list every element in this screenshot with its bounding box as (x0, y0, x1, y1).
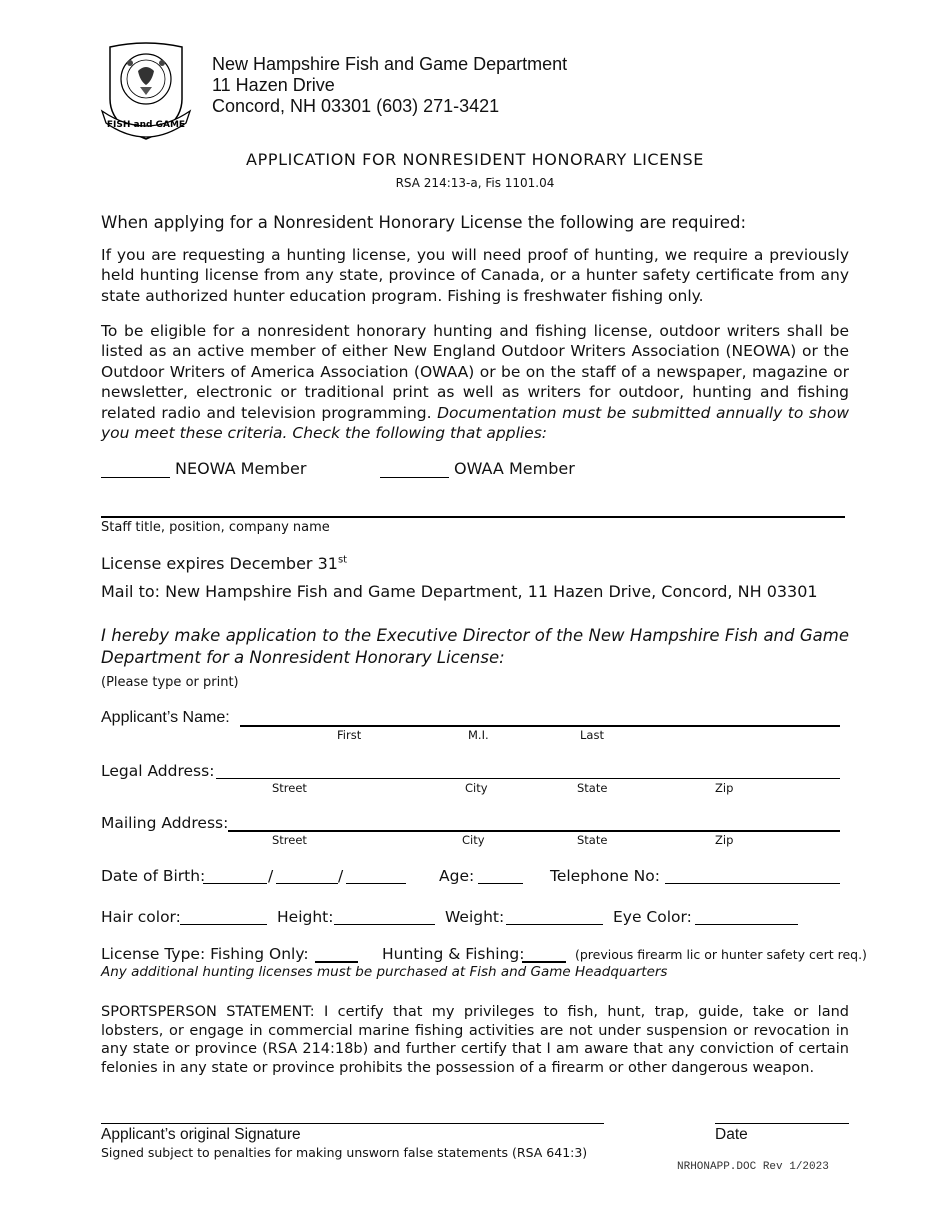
legal-city-caption: City (465, 781, 488, 795)
fishing-only-field[interactable] (315, 961, 358, 963)
mailing-street-caption: Street (272, 833, 307, 847)
license-expiry-text: License expires December 31 (101, 554, 338, 573)
hair-label: Hair color: (101, 908, 181, 926)
eligibility-paragraph (101, 321, 849, 443)
owaa-checkbox-line[interactable] (380, 477, 449, 478)
date-label: Date (715, 1126, 748, 1143)
hunting-fishing-label: Hunting & Fishing: (382, 945, 525, 963)
logo-banner-text: FISH and GAME (106, 120, 186, 130)
dob-label: Date of Birth: (101, 867, 206, 885)
sportsperson-statement: SPORTSPERSON STATEMENT: I certify that my privileges to fish, hunt, trap, guide, take or land lobsters, or engage in commercial marine fishing activities are not under suspension or revocation in any state or province (RSA 214:18b) and further certify that I am aware that any conviction of certain felonies in any state or province prohibits the possession of a firearm or other dangerous weapon. (101, 1004, 849, 1076)
date-field[interactable] (715, 1123, 849, 1124)
shield-emblem-icon (100, 41, 192, 143)
staff-title-caption: Staff title, position, company name (101, 520, 330, 535)
eye-label: Eye Color: (613, 908, 692, 926)
mail-to: Mail to: New Hampshire Fish and Game Department, 11 Hazen Drive, Concord, NH 03301 (101, 582, 818, 601)
print-note: (Please type or print) (101, 675, 239, 690)
additional-hunting-note: Any additional hunting licenses must be purchased at Fish and Game Headquarters (101, 964, 668, 980)
cert-note: (previous firearm lic or hunter safety cert req.) (575, 947, 867, 962)
license-expiry-sup: st (337, 554, 348, 566)
dob-slash-2: / (338, 867, 344, 885)
documentation-note: Documentation must be submitted annually to show you meet these criteria. Check the following that applies: (101, 403, 849, 443)
intro-lead: When applying for a Nonresident Honorary License the following are required: (101, 213, 747, 232)
eligibility-text: To be eligible for a nonresident honorary hunting and fishing license, outdoor writers shall be listed as an active member of either New England Outdoor Writers Association (NEOWA) or the Outdoor Writers of America Association (OWAA) or be on the staff of a newspaper, magazine or newsletter, electronic or traditional print as well as writers for outdoor, hunting and fishing related radio and television programming. (101, 322, 849, 422)
telephone-label: Telephone No: (550, 867, 660, 885)
statute-reference: RSA 214:13-a, Fis 1101.04 (395, 176, 555, 190)
mailing-zip-caption: Zip (715, 833, 734, 847)
form-id: NRHONAPP.DOC Rev 1/2023 (677, 1161, 829, 1173)
hunting-fishing-field[interactable] (522, 961, 566, 963)
signature-field[interactable] (101, 1123, 604, 1124)
legal-address-field[interactable] (216, 778, 840, 779)
applicant-name-label: Applicant’s Name: (101, 709, 230, 726)
org-city-phone: Concord, NH 03301 (603) 271-3421 (212, 96, 500, 116)
signature-label: Applicant’s original Signature (101, 1126, 301, 1143)
penalty-note: Signed subject to penalties for making unsworn false statements (RSA 641:3) (101, 1145, 588, 1160)
org-name: New Hampshire Fish and Game Department (212, 54, 568, 74)
neowa-checkbox-line[interactable] (101, 477, 170, 478)
mailing-city-caption: City (462, 833, 485, 847)
legal-state-caption: State (577, 781, 608, 795)
dob-year-field[interactable] (346, 883, 406, 884)
last-caption: Last (580, 728, 604, 742)
dob-day-field[interactable] (276, 883, 338, 884)
age-label: Age: (439, 867, 475, 885)
dob-month-field[interactable] (203, 883, 267, 884)
mi-caption: M.I. (468, 728, 489, 742)
license-expiry (101, 554, 347, 573)
form-title: APPLICATION FOR NONRESIDENT HONORARY LICENSE (246, 150, 704, 169)
dob-slash-1: / (268, 867, 274, 885)
hair-field[interactable] (180, 924, 267, 925)
neowa-label: NEOWA Member (175, 459, 307, 478)
weight-label: Weight: (445, 908, 505, 926)
legal-zip-caption: Zip (715, 781, 734, 795)
mailing-address-label: Mailing Address: (101, 814, 229, 832)
org-address: 11 Hazen Drive (212, 75, 335, 95)
height-label: Height: (277, 908, 334, 926)
mailing-state-caption: State (577, 833, 608, 847)
height-field[interactable] (334, 924, 435, 925)
license-type-label: License Type: Fishing Only: (101, 945, 309, 963)
declaration-text: I hereby make application to the Executive Director of the New Hampshire Fish and Game Department for a Nonresident Honorary License: (101, 626, 849, 667)
legal-street-caption: Street (272, 781, 307, 795)
first-caption: First (337, 728, 362, 742)
eye-field[interactable] (695, 924, 798, 925)
staff-title-field[interactable] (101, 516, 845, 518)
applicant-name-field[interactable] (240, 725, 840, 727)
owaa-label: OWAA Member (454, 459, 575, 478)
age-field[interactable] (478, 883, 523, 884)
mailing-address-field[interactable] (228, 830, 840, 832)
weight-field[interactable] (506, 924, 603, 925)
department-logo (100, 41, 192, 143)
legal-address-label: Legal Address: (101, 762, 215, 780)
hunting-proof-paragraph: If you are requesting a hunting license, you will need proof of hunting, we require a previously held hunting license from any state, province of Canada, or a hunter safety certificate from any state authorized hunter education program. Fishing is freshwater fishing only. (101, 246, 849, 305)
telephone-field[interactable] (665, 883, 840, 884)
